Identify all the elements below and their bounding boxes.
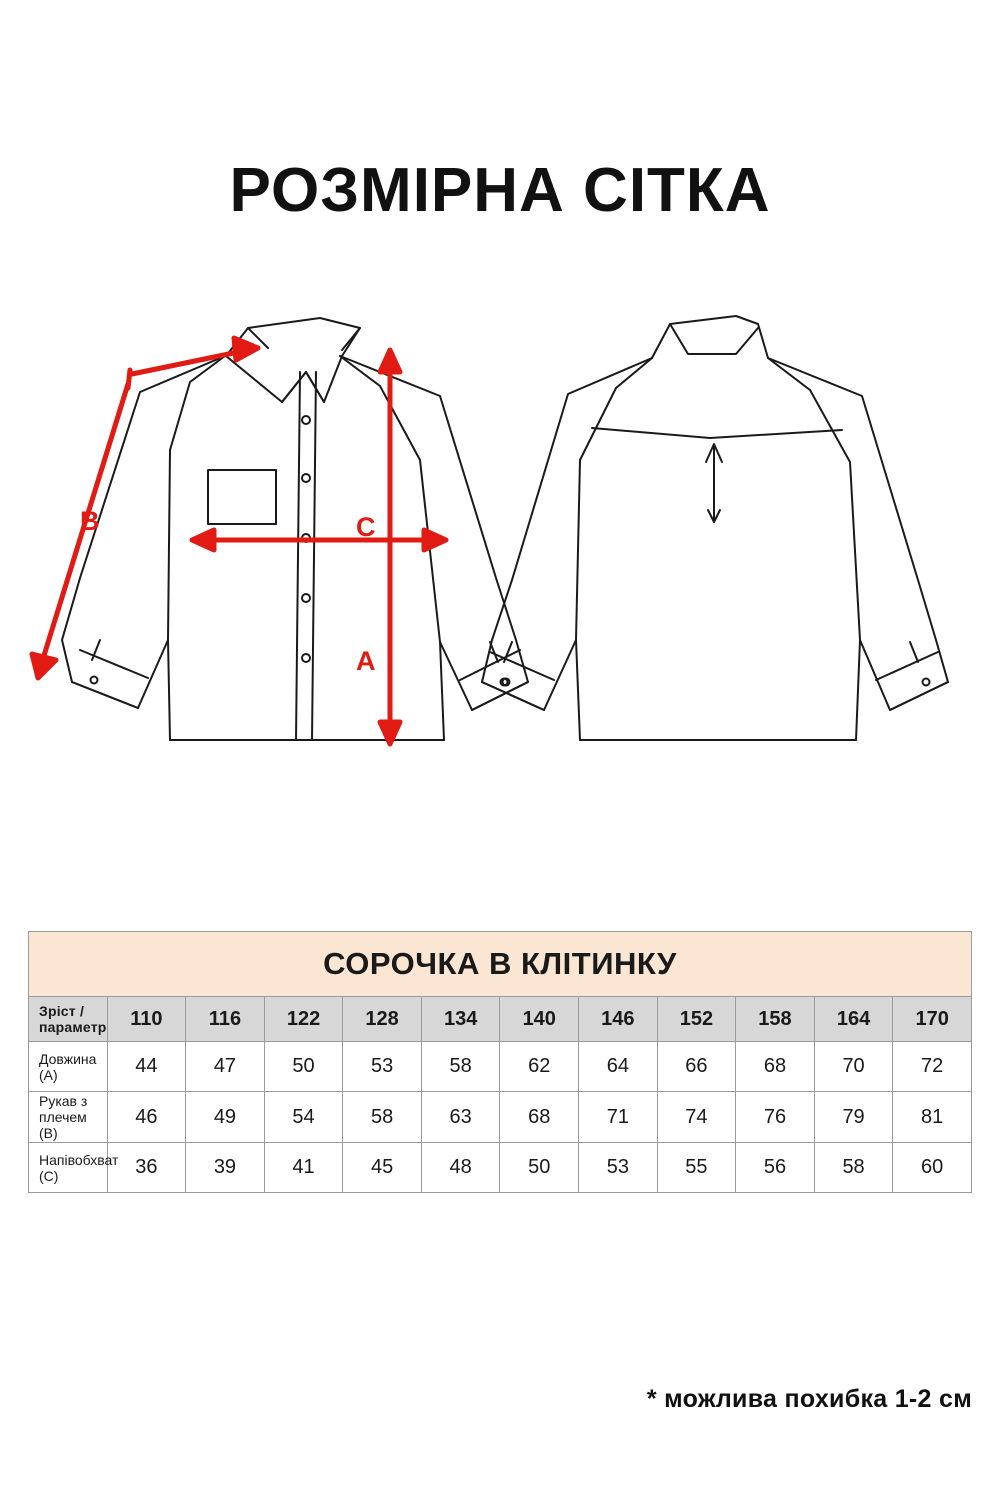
table-size-header: 164 [814, 997, 893, 1042]
table-cell: 66 [657, 1042, 736, 1092]
shirt-back-view [482, 316, 948, 740]
table-title-row [29, 932, 972, 997]
table-header-row [29, 997, 972, 1042]
table-header-label: Зріст / параметр [29, 997, 108, 1042]
shirt-illustration [20, 310, 980, 780]
table-cell: 81 [893, 1092, 972, 1143]
table-size-header: 134 [421, 997, 500, 1042]
measure-label-b: B [80, 506, 100, 536]
table-size-header: 116 [186, 997, 265, 1042]
table-cell: 58 [814, 1143, 893, 1193]
table-cell: 63 [421, 1092, 500, 1143]
table-size-header: 170 [893, 997, 972, 1042]
table-cell: 62 [500, 1042, 579, 1092]
row-label: Напівобхват (C) [29, 1143, 108, 1193]
row-label: Рукав з плечем (B) [29, 1092, 108, 1143]
size-table [28, 931, 972, 1193]
table-size-header: 110 [107, 997, 186, 1042]
table-cell: 58 [421, 1042, 500, 1092]
table-size-header: 152 [657, 997, 736, 1042]
table-cell: 55 [657, 1143, 736, 1193]
table-cell: 74 [657, 1092, 736, 1143]
table-cell: 48 [421, 1143, 500, 1193]
table-cell: 41 [264, 1143, 343, 1193]
table-cell: 50 [264, 1042, 343, 1092]
table-cell: 53 [579, 1143, 658, 1193]
row-label: Довжина (A) [29, 1042, 108, 1092]
table-cell: 60 [893, 1143, 972, 1193]
table-size-header: 146 [579, 997, 658, 1042]
table-cell: 71 [579, 1092, 658, 1143]
table-cell: 76 [736, 1092, 815, 1143]
table-cell: 50 [500, 1143, 579, 1193]
table-size-header: 158 [736, 997, 815, 1042]
table-row [29, 1092, 972, 1143]
shirt-front-view [62, 318, 528, 740]
table-size-header: 122 [264, 997, 343, 1042]
table-cell: 68 [736, 1042, 815, 1092]
table-cell: 44 [107, 1042, 186, 1092]
table-title: СОРОЧКА В КЛІТИНКУ [29, 932, 972, 997]
table-size-header: 128 [343, 997, 422, 1042]
table-cell: 64 [579, 1042, 658, 1092]
table-cell: 47 [186, 1042, 265, 1092]
table-cell: 79 [814, 1092, 893, 1143]
table-cell: 45 [343, 1143, 422, 1193]
table-cell: 39 [186, 1143, 265, 1193]
table-row [29, 1143, 972, 1193]
footnote: * можлива похибка 1-2 см [646, 1385, 972, 1413]
table-cell: 58 [343, 1092, 422, 1143]
table-size-header: 140 [500, 997, 579, 1042]
table-cell: 49 [186, 1092, 265, 1143]
table-cell: 53 [343, 1042, 422, 1092]
table-cell: 56 [736, 1143, 815, 1193]
table-cell: 72 [893, 1042, 972, 1092]
page-title: РОЗМІРНА СІТКА [229, 156, 771, 225]
table-cell: 54 [264, 1092, 343, 1143]
table-cell: 68 [500, 1092, 579, 1143]
table-cell: 36 [107, 1143, 186, 1193]
table-cell: 46 [107, 1092, 186, 1143]
measure-label-c: C [356, 512, 376, 542]
measure-label-a: A [356, 646, 376, 676]
table-cell: 70 [814, 1042, 893, 1092]
table-row [29, 1042, 972, 1092]
